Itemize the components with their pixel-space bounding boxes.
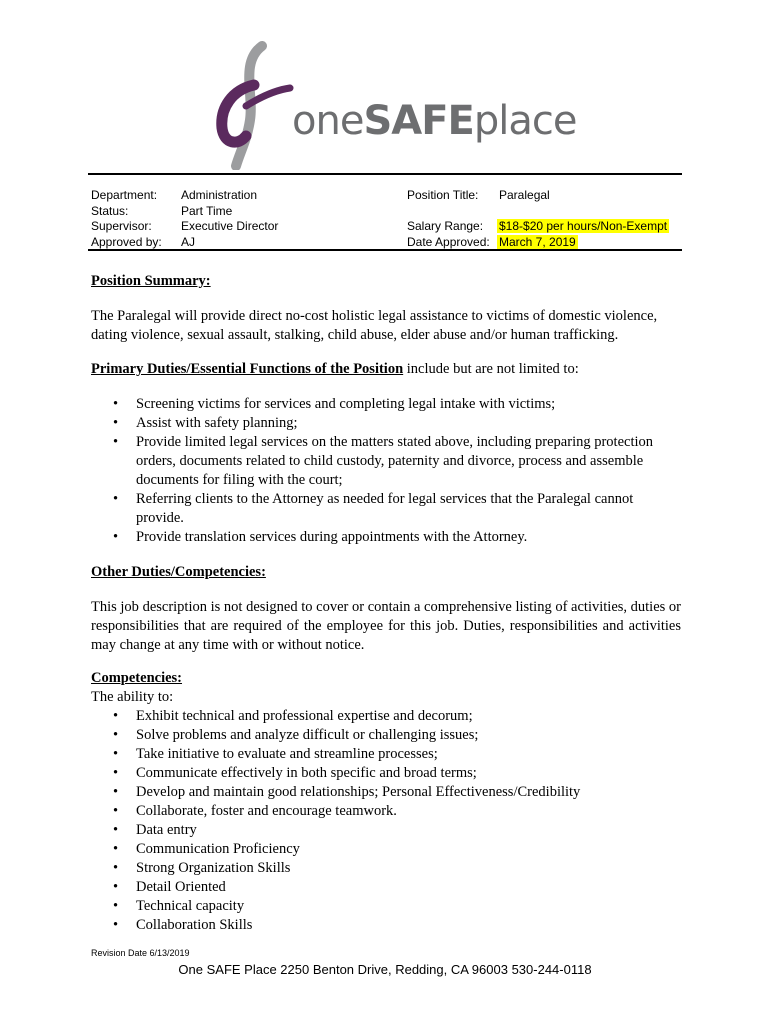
list-item: • Communicate effectively in both specific and broad terms; — [91, 764, 681, 783]
list-item: • Communication Proficiency — [91, 840, 681, 859]
approved-by-value: AJ — [181, 234, 196, 249]
department-label: Department: — [91, 188, 158, 202]
primary-duties-heading-suffix: include but are not limited to: — [403, 361, 579, 377]
list-item: • Develop and maintain good relationships; Personal Effectiveness/Credibility — [91, 783, 681, 802]
list-item: • Exhibit technical and professional expertise and decorum; — [91, 707, 681, 726]
list-item: • Collaboration Skills — [91, 916, 681, 935]
salary-range-value: $18-$20 per hours/Non-Exempt — [499, 219, 668, 233]
list-item: • Take initiative to evaluate and streamline processes; — [91, 745, 681, 764]
position-title-label: Position Title: — [407, 188, 479, 202]
header-values-right — [497, 188, 669, 250]
position-title-value: Paralegal — [499, 188, 550, 202]
header-bottom-rule — [88, 249, 682, 251]
list-item: • Detail Oriented — [91, 878, 681, 897]
list-item: • Technical capacity — [91, 897, 681, 916]
list-item: • Screening victims for services and completing legal intake with victims; — [91, 395, 681, 414]
header-labels-right — [407, 188, 490, 250]
primary-duties-section — [91, 360, 681, 547]
department-value: Administration — [181, 188, 258, 202]
logo-mark-icon — [210, 40, 300, 170]
list-item: • Provide translation services during appointments with the Attorney. — [91, 528, 681, 547]
competencies-list — [91, 707, 681, 935]
other-duties-heading: Other Duties/Competencies: — [91, 564, 266, 580]
header-values-left — [181, 188, 278, 250]
other-duties-section — [91, 563, 681, 655]
list-item: • Assist with safety planning; — [91, 414, 681, 433]
footer-address: One SAFE Place 2250 Benton Drive, Redding, CA 96003 530-244-0118 — [178, 962, 592, 977]
primary-duties-heading-line — [91, 360, 681, 379]
approved-by-label: Approved by: — [91, 234, 162, 249]
logo-text-one: one — [292, 98, 364, 144]
list-item: • Solve problems and analyze difficult or challenging issues; — [91, 726, 681, 745]
salary-range-label: Salary Range: — [407, 219, 484, 233]
primary-duties-heading: Primary Duties/Essential Functions of the Position — [91, 361, 404, 377]
list-item: • Collaborate, foster and encourage teamwork. — [91, 802, 681, 821]
primary-duties-list — [91, 395, 681, 547]
position-summary-section — [91, 272, 681, 345]
date-approved-label: Date Approved: — [407, 234, 490, 249]
competencies-heading: Competencies: — [91, 670, 183, 686]
revision-date: Revision Date 6/13/2019 — [91, 948, 190, 958]
header-labels-left — [91, 188, 162, 250]
supervisor-value: Executive Director — [181, 219, 279, 233]
position-summary-heading: Position Summary: — [91, 273, 211, 289]
other-duties-text: This job description is not designed to cover or contain a comprehensive listing of activities, duties or responsibilities that are required of the employee for this job. Duties, responsibilities and activities may change at any time with or without notice. — [91, 599, 681, 653]
status-label: Status: — [91, 203, 129, 218]
list-item: • Data entry — [91, 821, 681, 840]
logo-wordmark — [292, 98, 576, 144]
list-item: • Provide limited legal services on the matters stated above, including preparing protection orders, documents related to child custody, paternity and divorce, process and assemble documents for filing with the court; — [91, 433, 681, 490]
logo-text-safe: SAFE — [363, 98, 474, 144]
list-item: • Strong Organization Skills — [91, 859, 681, 878]
list-item: • Referring clients to the Attorney as needed for legal services that the Paralegal cannot provide. — [91, 490, 681, 528]
status-value: Part Time — [181, 203, 233, 218]
logo-text-place: place — [473, 98, 577, 144]
onesafeplace-logo — [210, 40, 577, 170]
supervisor-label: Supervisor: — [91, 219, 152, 233]
position-summary-text: The Paralegal will provide direct no-cost holistic legal assistance to victims of domestic violence, dating violence, sexual assault, stalking, child abuse, elder abuse and/or human trafficking. — [91, 308, 658, 343]
header-top-rule — [88, 173, 682, 175]
competencies-section — [91, 669, 681, 935]
date-approved-value: March 7, 2019 — [499, 234, 576, 249]
competencies-intro: The ability to: — [91, 689, 174, 705]
